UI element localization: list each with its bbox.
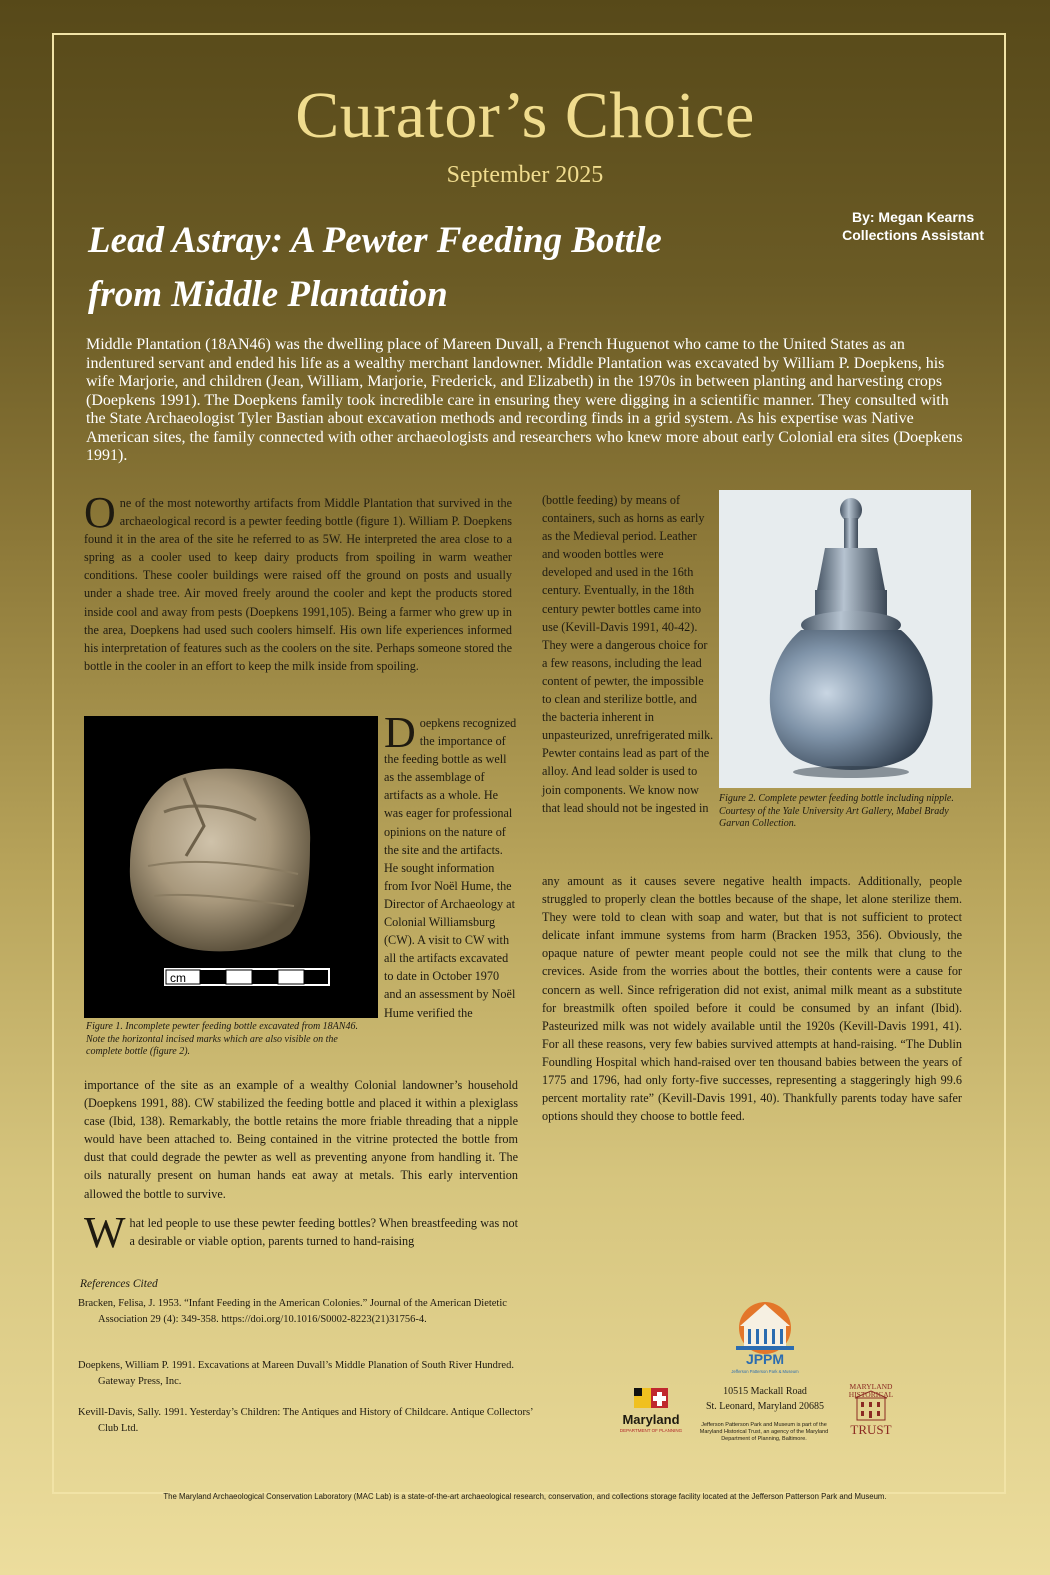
paragraph-2 [384, 708, 518, 1022]
maryland-flag-icon [614, 1384, 688, 1414]
paragraph-2-text: oepkens recognized the importance of the feeding bottle as well as the assemblage of artifacts as a whole. He was eager for professional opinions on the nature of the site and the artifacts. He sought information from Ivor Noël Hume, the Director of Archaeology at Colonial Williamsburg (CW). A visit to CW with all the artifacts excavated to date in October 1970 and an assessment by Noël Hume verified the [384, 716, 517, 1020]
drop-cap: O [84, 488, 116, 537]
poster-title: Curator’s Choice [295, 79, 755, 152]
headline-line-1: Lead Astray: A Pewter Feeding Bottle [88, 220, 662, 261]
figure-2-image [719, 490, 971, 788]
reference-item: Doepkens, William P. 1991. Excavations at Mareen Duvall’s Middle Planation of South River Hundred. Gateway Press, Inc. [78, 1360, 514, 1387]
address-line: 10515 Mackall Road [723, 1386, 807, 1397]
footer-note: The Maryland Archaeological Conservation Laboratory (MAC Lab) is a state-of-the-art archaeological research, conservation, and collections storage facility located at the Jefferson Patterson Park and Museum. [163, 1492, 887, 1501]
maryland-wordmark: Maryland [622, 1412, 680, 1427]
figure-1-image [84, 716, 378, 1018]
paragraph-4-continued: any amount as it causes severe negative health impacts. Additionally, people struggled to properly clean the bottles because of the shape, let alone sterilize them. They were told to clean with soap and water, but that is not sufficient to protect delicate infant immune systems from harm (Bracken 1953, 356). Obviously, the opaque nature of pewter meant people could not see the milk that clung to the crevices. Aside from the worries about the bottles, their contents were a cause for concern as well. Since refrigeration did not exist, animal milk meant as a substitute for breastmilk often spoiled before it could be consumed by an infant (Ibid). Pasteurized milk was not widely available until the 1920s (Kevill-Davis 1991, 41). For all these reasons, very few babies survived attempts at hand-raising. “The Dublin Foundling Hospital which hand-raised over ten thousand babies between the years of 1775 and 1796, had only forty-five successes, representing a staggeringly high 99.6 percent mortality rate” (Kevill-Davis 1991, 40). Thankfully parents today have safer options should they choose to bottle feed. [542, 874, 962, 1124]
figure-1-caption: Figure 1. Incomplete pewter feeding bottle excavated from 18AN46. Note the horizontal incised marks which are also visible on the complete bottle (figure 2). [86, 1021, 358, 1057]
jppm-name: Jefferson Patterson Park & Museum [731, 1369, 799, 1374]
references-title: References Cited [80, 1278, 158, 1290]
maryland-subtitle: DEPARTMENT OF PLANNING [619, 1428, 683, 1433]
paragraph-2-continued: importance of the site as an example of a wealthy Colonial landowner’s household (Doepkens 1991, 88). CW stabilized the feeding bottle and placed it within a plexiglass case (Ibid, 138). Remarkably, the bottle retains the more friable threading that a nipple would have been attached to. Being contained in the vitrine protected the bottle from dust that could degrade the pewter as well as preventing anyone from handling it. The oils naturally present on human hands eat away at metals. This early intervention allowed the bottle to survive. [84, 1078, 518, 1201]
poster-date: September 2025 [446, 162, 604, 188]
byline [842, 208, 984, 244]
scale-label: cm [170, 971, 186, 985]
reference-item: Bracken, Felisa, J. 1953. “Infant Feeding in the American Colonies.” Journal of the American Dietetic Association 29 (4): 349-358. https://doi.org/10.1016/S0002-8223(21)31756-4. [78, 1298, 507, 1325]
paragraph-1 [84, 488, 512, 675]
mht-title: MARYLAND HISTORICAL [848, 1382, 894, 1399]
jppm-abbr: JPPM [745, 1351, 785, 1367]
paragraph-4: (bottle feeding) by means of containers, such as horns as early as the Medieval period. Leather and wooden bottles were developed and used in the 16th century. Eventually, in the 18th century pewter bottles came into use (Kevill-Davis 1991, 40-42). They were a dangerous choice for a few reasons, including the lead content of pewter, the impossible to clean and sterilize bottle, and the bacteria inherent in unpasteurized, unrefrigerated milk. Pewter contains lead as part of the alloy. And lead solder is used to join components. We know now that lead should not be ingested in [542, 493, 714, 815]
pewter-fragment-illustration [84, 716, 378, 1018]
drop-cap: D [384, 708, 416, 757]
paragraph-1-text: ne of the most noteworthy artifacts from Middle Plantation that survived in the archaeological record is a pewter feeding bottle (figure 1). William P. Doepkens found it in the area of the site he referred to as 5W. He interpreted the area close to a spring as a cooler used to keep dairy products from spoiling in warm weather conditions. These cooler buildings were raised off the ground on posts and usually under a shade tree. Air moved freely around the cooler and kept the products stored inside cool and away from pests (Doepkens 1991,105). Being a farmer who grew up in the area, Doepkens had used such coolers himself. His own life experiences informed his interpretation of features such as the coolers on the site. Perhaps someone stored the bottle in the cooler in an effort to keep the milk inside from spoiling. [84, 496, 512, 673]
jppm-address [700, 1384, 830, 1414]
pewter-bottle-illustration [719, 490, 971, 788]
jppm-logo [730, 1298, 800, 1380]
jppm-building-icon [730, 1298, 800, 1380]
paragraph-3-text: hat led people to use these pewter feeding bottles? When breastfeeding was not a desirable or viable option, parents turned to hand-raising [129, 1216, 518, 1249]
figure-2-caption: Figure 2. Complete pewter feeding bottle including nipple. Courtesy of the Yale University Art Gallery, Mabel Brady Garvan Collection. [719, 793, 954, 829]
address-line: St. Leonard, Maryland 20685 [705, 1401, 825, 1412]
paragraph-3 [84, 1208, 518, 1257]
intro-paragraph: Middle Plantation (18AN46) was the dwelling place of Mareen Duvall, a French Huguenot who came to the United States as an indentured servant and ended his life as a wealthy merchant landowner. Middle Plantation was excavated by William P. Doepkens, his wife Marjorie, and children (Jean, William, Marjorie, Frederick, and Elizabeth) in the 1970s in between planting and harvesting crops (Doepkens 1991). The Doepkens family took incredible care in ensuring they were digging in a scientific manner. They consulted with the State Archaeologist Tyler Bastian about excavation methods and recording finds in a grid system. As his expertise was Native American sites, the family connected with other archaeologists and researchers who knew more about early Colonial era sites (Doepkens 1991). [86, 336, 963, 464]
headline-line-2: from Middle Plantation [88, 274, 448, 315]
author-role: Collections Assistant [842, 227, 984, 243]
reference-item: Kevill-Davis, Sally. 1991. Yesterday’s Children: The Antiques and History of Childcare. Antique Collectors’ Club Ltd. [78, 1407, 533, 1434]
scale-bar [164, 968, 330, 986]
jppm-note: Jefferson Patterson Park and Museum is part of the Maryland Historical Trust, an agency of the Maryland Department of Planning, Baltimore. [699, 1422, 829, 1442]
article-headline [88, 214, 808, 322]
mht-trust: TRUST [850, 1422, 892, 1437]
drop-cap: W [84, 1208, 126, 1257]
author-name: By: Megan Kearns [851, 209, 975, 225]
